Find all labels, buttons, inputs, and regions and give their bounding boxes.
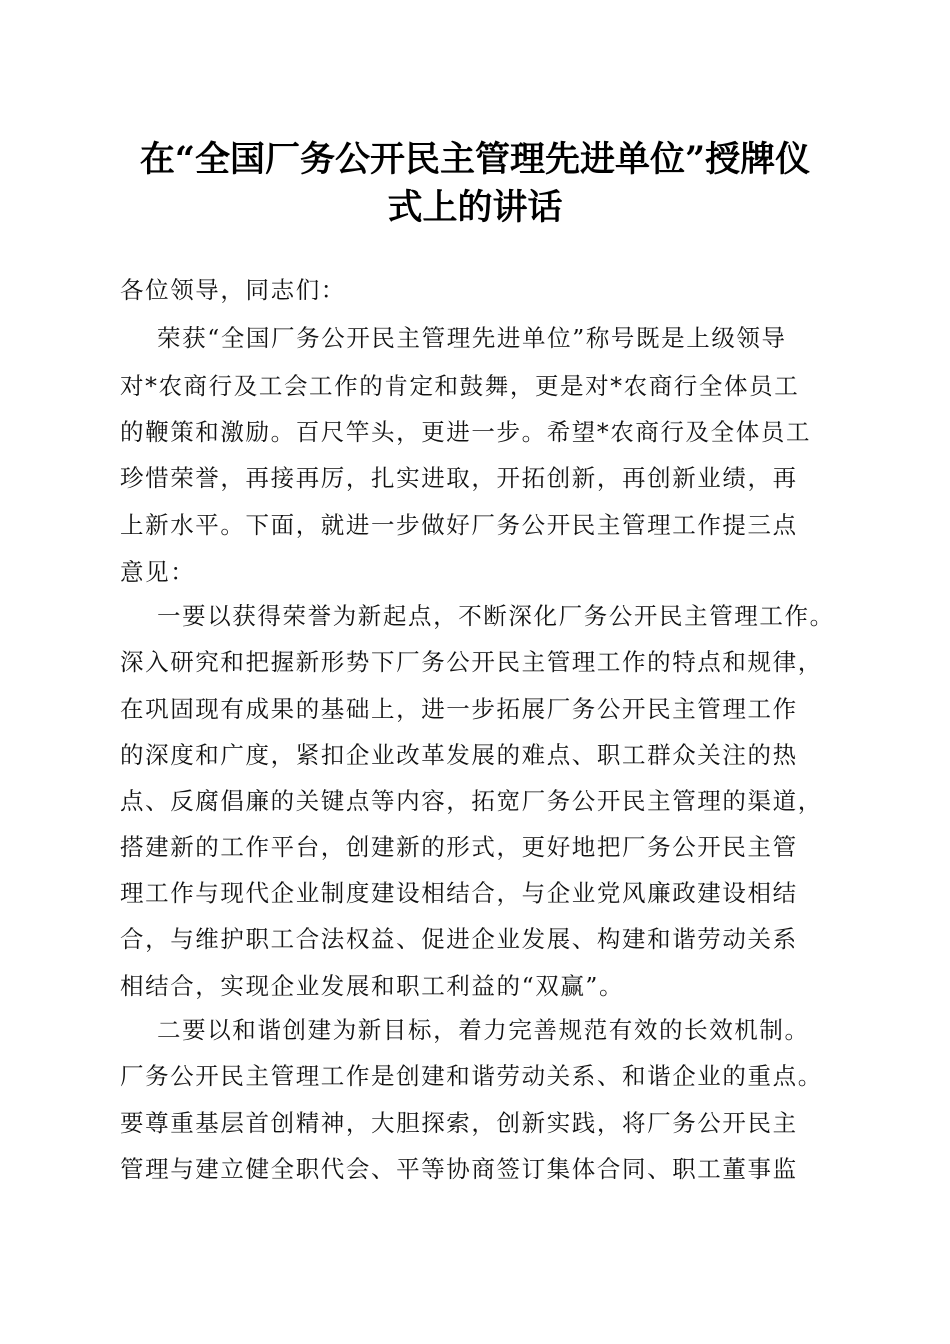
document-title-line-1: 在“全国厂务公开民主管理先进单位”授牌仪 (139, 139, 811, 180)
paragraph-3-line-3: 要尊重基层首创精神，大胆探索，创新实践，将厂务公开民主 (120, 1109, 798, 1137)
paragraph-1-line-3: 的鞭策和激励。百尺竿头，更进一步。希望*农商行及全体员工 (120, 418, 812, 446)
paragraph-3-line-1: 二要以和谐创建为新目标，着力完善规范有效的长效机制。 (157, 1016, 810, 1044)
paragraph-3-line-4: 管理与建立健全职代会、平等协商签订集体合同、职工董事监 (120, 1155, 798, 1183)
paragraph-1-line-5: 上新水平。下面，就进一步做好厂务公开民主管理工作提三点 (120, 511, 798, 539)
paragraph-1-line-1: 荣获“全国厂务公开民主管理先进单位”称号既是上级领导 (157, 324, 787, 352)
paragraph-2-line-4: 的深度和广度，紧扣企业改革发展的难点、职工群众关注的热 (120, 741, 798, 769)
paragraph-2-line-1: 一要以获得荣誉为新起点，不断深化厂务公开民主管理工作。 (157, 602, 835, 630)
paragraph-2-line-9: 相结合，实现企业发展和职工利益的“双赢”。 (120, 972, 625, 1000)
paragraph-2-line-3: 在巩固现有成果的基础上，进一步拓展厂务公开民主管理工作 (120, 695, 798, 723)
paragraph-2-line-5: 点、反腐倡廉的关键点等内容，拓宽厂务公开民主管理的渠道， (120, 787, 823, 815)
paragraph-2-line-8: 合，与维护职工合法权益、促进企业发展、构建和谐劳动关系 (120, 925, 798, 953)
paragraph-2-line-6: 搭建新的工作平台，创建新的形式，更好地把厂务公开民主管 (120, 833, 798, 861)
document-title-line-2: 式上的讲话 (387, 187, 563, 228)
paragraph-1-line-6: 意见： (120, 558, 196, 586)
paragraph-1-line-4: 珍惜荣誉，再接再厉，扎实进取，开拓创新，再创新业绩，再 (120, 464, 798, 492)
salutation: 各位领导，同志们： (120, 276, 346, 304)
paragraph-2-line-7: 理工作与现代企业制度建设相结合，与企业党风廉政建设相结 (120, 879, 798, 907)
paragraph-2-line-2: 深入研究和把握新形势下厂务公开民主管理工作的特点和规律， (120, 648, 823, 676)
paragraph-1-line-2: 对*农商行及工会工作的肯定和鼓舞，更是对*农商行全体员工 (120, 372, 800, 400)
paragraph-3-line-2: 厂务公开民主管理工作是创建和谐劳动关系、和谐企业的重点。 (120, 1062, 823, 1090)
